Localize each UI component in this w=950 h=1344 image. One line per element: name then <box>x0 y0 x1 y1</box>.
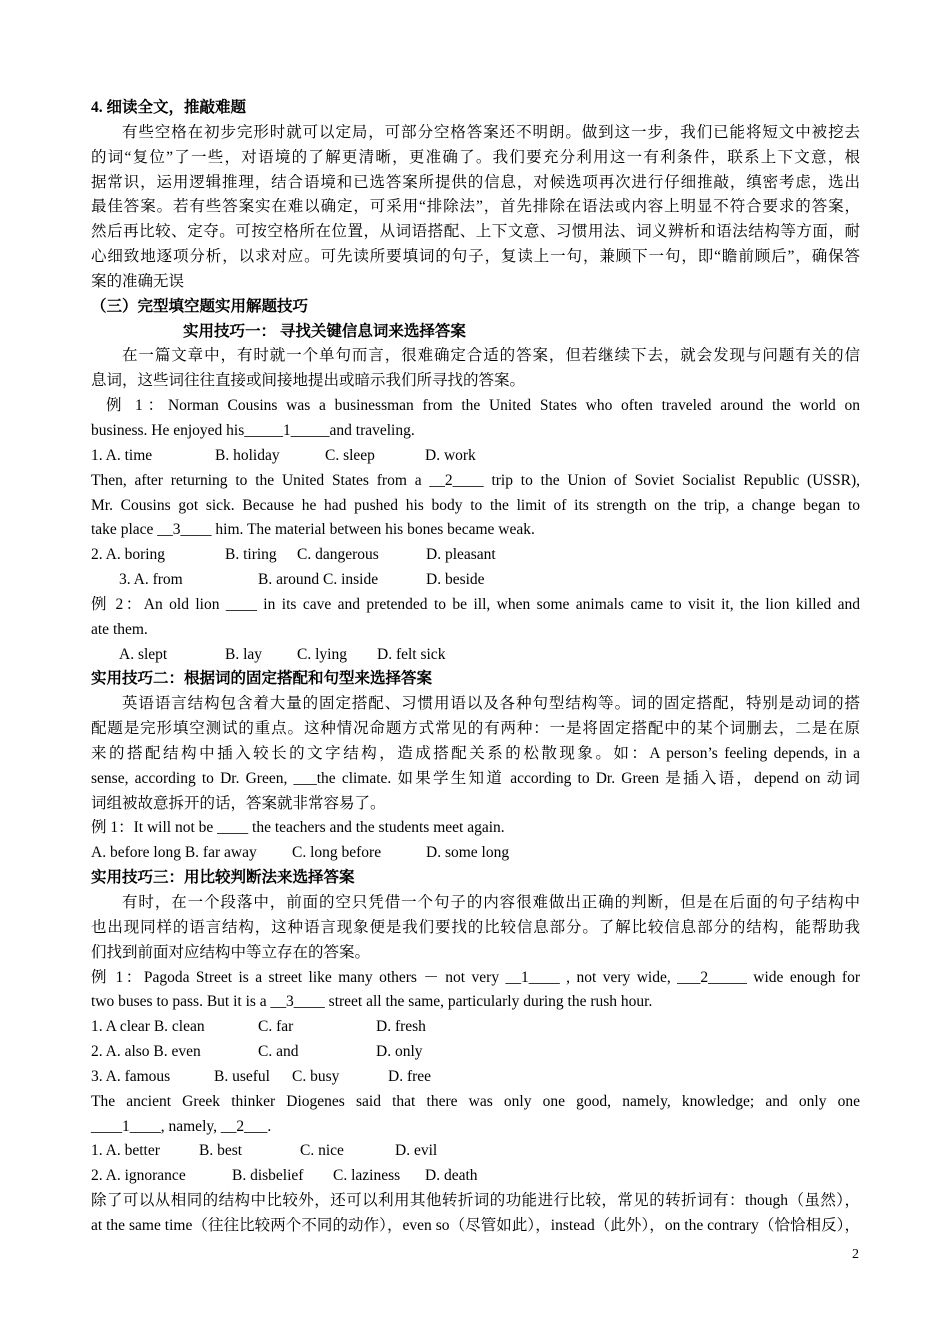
option: C. sleep <box>325 446 375 464</box>
example-line: take place __3____ him. The material between his bones became weak. <box>91 521 535 539</box>
option-row <box>91 568 860 593</box>
option-row <box>91 1164 860 1189</box>
paragraph-line: 的词“复位”了一些，对语境的了解更清晰，更准确了。我们要充分利用这一有利条件，联系上下文意，根 <box>91 148 860 166</box>
option: B. tiring <box>225 546 277 564</box>
paragraph-line: 在一篇文章中，有时就一个单句而言，很难确定合适的答案，但若继续下去，就会发现与问题有关的信 <box>122 347 860 365</box>
option: D. some long <box>426 844 510 862</box>
example-line: ate them. <box>91 620 148 638</box>
tip-heading-1: 实用技巧一： 寻找关键信息词来选择答案 <box>183 322 466 340</box>
option: B. holiday <box>215 446 280 464</box>
paragraph-line: 案的准确无误 <box>91 272 185 290</box>
paragraph-line: 来的搭配结构中插入较长的文字结构，造成搭配关系的松散现象。如：A person’s feeling depends, in a <box>91 744 860 762</box>
option-row <box>91 543 860 568</box>
option-row <box>91 1040 860 1065</box>
option: D. evil <box>395 1142 438 1160</box>
section-heading-3: （三）完型填空题实用解题技巧 <box>91 297 309 315</box>
example-line: Then, after returning to the United States from a __2____ trip to the Union of Soviet Socialist Republic (USSR), <box>91 471 860 489</box>
option: B. around C. inside <box>258 571 379 589</box>
option: A. before long B. far away <box>91 844 257 862</box>
paragraph-line: 也出现同样的语言结构，这种语言现象便是我们要找的比较信息部分。了解比较信息部分的结构，能帮助我 <box>91 918 860 936</box>
option: D. felt sick <box>377 645 446 663</box>
option: D. death <box>425 1167 478 1185</box>
paragraph-line: 词组被故意拆开的话，答案就非常容易了。 <box>91 794 386 812</box>
option: C. busy <box>292 1067 340 1085</box>
option-row <box>91 1015 860 1040</box>
option: B. useful <box>214 1067 270 1085</box>
option: D. fresh <box>376 1018 426 1036</box>
option: B. disbelief <box>232 1167 304 1185</box>
option-row <box>91 841 860 866</box>
option: 1. A clear B. clean <box>91 1018 205 1036</box>
example-line: ____1____, namely, __2___. <box>91 1117 272 1135</box>
option: 1. A. time <box>91 446 153 464</box>
example-line: Mr. Cousins got sick. Because he had pushed his body to the limit of its strength on the trip, a change began to <box>91 496 860 514</box>
paragraph-line: 然后再比较、定夺。可按空格所在位置，从词语搭配、上下文意、习惯用法、词义辨析和语法结构等方面，耐 <box>91 223 860 241</box>
option: C. and <box>258 1043 299 1061</box>
option: B. lay <box>225 645 263 663</box>
example-line: 例 1：Pagoda Street is a street like many others － not very __1____ , not very wide, ___2_____ wide enough for <box>91 968 860 986</box>
option-row <box>91 444 860 469</box>
option: C. laziness <box>333 1167 401 1185</box>
paragraph-line: 有些空格在初步完形时就可以定局，可部分空格答案还不明朗。做到这一步，我们已能将短文中被挖去 <box>122 123 860 141</box>
option: 3. A. from <box>119 571 183 589</box>
example-line: 例 2：An old lion ____ in its cave and pretended to be ill, when some animals came to visit it, the lion killed and <box>91 595 860 613</box>
option: 1. A. better <box>91 1142 160 1160</box>
option: B. best <box>199 1142 243 1160</box>
paragraph-line: 有时，在一个段落中，前面的空只凭借一个句子的内容很难做出正确的判断，但是在后面的句子结构中 <box>122 894 860 911</box>
option: C. far <box>258 1018 294 1036</box>
option: C. long before <box>292 844 382 862</box>
paragraph-line: 除了可以从相同的结构中比较外，还可以利用其他转折词的功能进行比较，常见的转折词有：though（虽然）， <box>91 1192 860 1210</box>
paragraph-line: at the same time（往往比较两个不同的动作），even so（尽管如此），instead（此外），on the contrary（恰恰相反）， <box>91 1216 860 1234</box>
option-row <box>91 643 860 668</box>
paragraph-line: 最佳答案。若有些答案实在难以确定，可采用“排除法”，首先排除在语法或内容上明显不符合要求的答案， <box>91 198 860 216</box>
tip-heading-2: 实用技巧二：根据词的固定搭配和句型来选择答案 <box>91 670 433 688</box>
option: 3. A. famous <box>91 1067 171 1085</box>
section-heading-4: 4. 细读全文，推敲难题 <box>91 99 247 116</box>
option: 2. A. also B. even <box>91 1043 201 1061</box>
option: D. beside <box>426 571 485 589</box>
option: D. work <box>425 446 476 464</box>
example-line: two buses to pass. But it is a __3____ street all the same, particularly during the rush hour. <box>91 993 653 1011</box>
paragraph-line: 据常识，运用逻辑推理，结合语境和已选答案所提供的信息，对候选项再次进行仔细推敲，缜密考虑，选出 <box>91 173 860 191</box>
paragraph-line: 心细致地逐项分析，以求对应。可先读所要填词的句子，复读上一句，兼顾下一句，即“瞻前顾后”，确保答 <box>91 248 860 266</box>
option: D. only <box>376 1043 423 1061</box>
option: 2. A. ignorance <box>91 1167 186 1185</box>
example-line: 例 1：It will not be ____ the teachers and the students meet again. <box>91 819 505 837</box>
paragraph-line: 配题是完形填空测试的重点。这种情况命题方式常见的有两种：一是将固定搭配中的某个词删去，二是在原 <box>91 720 860 738</box>
paragraph-line: sense, according to Dr. Green, ___the climate. 如果学生知道 according to Dr. Green 是插入语，depend on 动词 <box>91 769 860 787</box>
paragraph-line: 们找到前面对应结构中等立存在的答案。 <box>91 943 371 961</box>
option-row <box>91 1065 860 1090</box>
option: C. nice <box>300 1142 344 1160</box>
document-page <box>91 96 860 1239</box>
tip-heading-3: 实用技巧三：用比较判断法来选择答案 <box>91 869 355 887</box>
paragraph-line: 英语语言结构包含着大量的固定搭配、习惯用语以及各种句型结构等。词的固定搭配，特别是动词的搭 <box>122 695 860 713</box>
paragraph-line: 息词，这些词往往直接或间接地提出或暗示我们所寻找的答案。 <box>91 372 526 390</box>
option: A. slept <box>119 645 168 663</box>
example-line: The ancient Greek thinker Diogenes said that there was only one good, namely, knowledge; and only one <box>91 1092 860 1110</box>
option: C. dangerous <box>297 546 379 564</box>
option-row <box>91 1139 860 1164</box>
option: D. pleasant <box>426 546 496 564</box>
page-number: 2 <box>852 1247 859 1262</box>
example-line: business. He enjoyed his_____1_____and traveling. <box>91 421 415 439</box>
example-line: 例 1：Norman Cousins was a businessman from the United States who often traveled around the world on <box>106 397 860 415</box>
option: D. free <box>388 1067 432 1085</box>
option: C. lying <box>297 645 347 663</box>
option: 2. A. boring <box>91 546 166 564</box>
